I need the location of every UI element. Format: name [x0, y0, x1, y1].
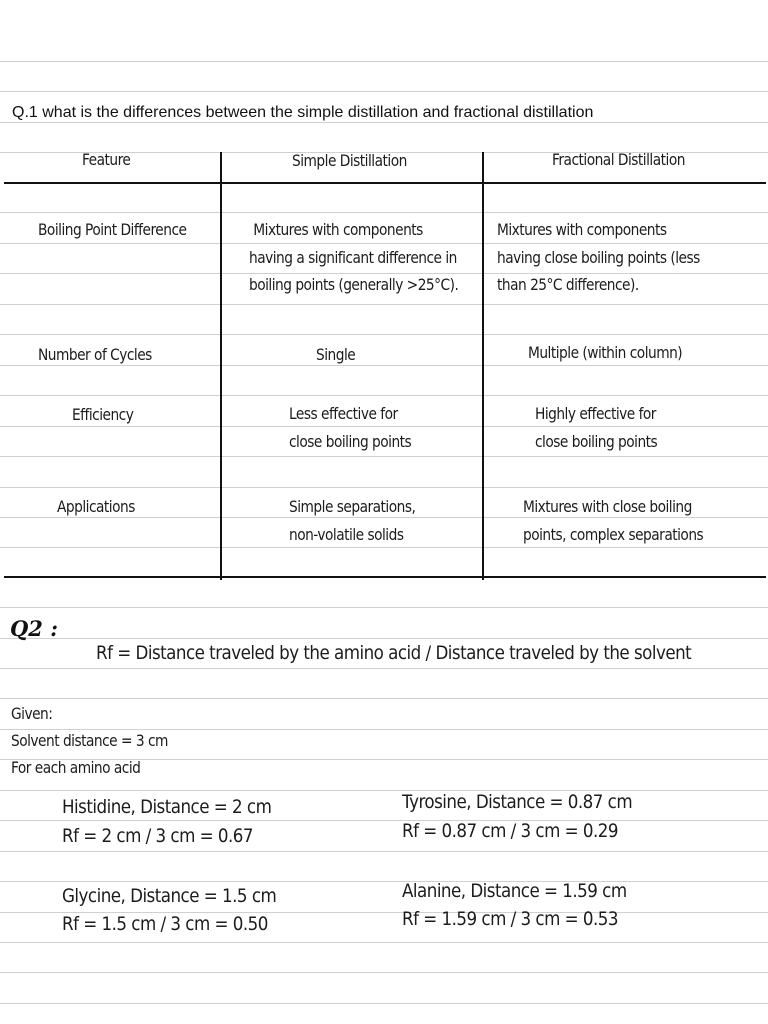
glycine-rf: Rf = 1.5 cm / 3 cm = 0.50 — [62, 913, 268, 935]
ruled-line — [0, 304, 768, 305]
cell-line: than 25°C difference). — [497, 275, 639, 294]
ruled-line — [0, 212, 768, 213]
ruled-line — [0, 334, 768, 335]
histidine-distance: Histidine, Distance = 2 cm — [62, 796, 272, 818]
ruled-line — [0, 91, 768, 92]
ruled-line — [0, 668, 768, 669]
ruled-line — [0, 395, 768, 396]
row-fractional-cell — [497, 216, 700, 299]
cell-line: Mixtures with components — [497, 220, 667, 239]
row-simple-cell — [289, 400, 411, 455]
cell-line: Less effective for — [289, 404, 398, 423]
cell-line: Simple separations, — [289, 497, 416, 516]
ruled-line — [0, 729, 768, 730]
row-fractional-cell — [523, 493, 703, 548]
cell-line: Mixtures with close boiling — [523, 497, 692, 516]
glycine-distance: Glycine, Distance = 1.5 cm — [62, 885, 277, 907]
cell-line: close boiling points — [289, 431, 412, 451]
cell-line: boiling points (generally >25°C). — [249, 275, 459, 294]
header-fractional-distillation: Fractional Distillation — [552, 150, 685, 169]
histidine-rf: Rf = 2 cm / 3 cm = 0.67 — [62, 825, 254, 847]
header-feature: Feature — [82, 150, 131, 169]
cell-line: having close boiling points (less — [497, 247, 700, 267]
row-simple-cell — [289, 493, 415, 548]
cell-line: close boiling points — [535, 431, 658, 451]
table-header-rule — [4, 182, 766, 184]
ruled-line — [0, 820, 768, 821]
row-feature: Efficiency — [72, 405, 134, 424]
header-simple-distillation: Simple Distillation — [292, 151, 407, 170]
ruled-line — [0, 790, 768, 791]
row-simple-cell — [249, 216, 458, 299]
ruled-line — [0, 851, 768, 852]
row-feature: Boiling Point Difference — [38, 220, 187, 239]
cell-line: having a significant difference in — [249, 247, 457, 267]
table-column-divider — [482, 152, 484, 580]
q2-label: Q2 : — [10, 616, 58, 641]
ruled-line — [0, 638, 768, 639]
ruled-line — [0, 698, 768, 699]
row-feature: Number of Cycles — [38, 345, 152, 364]
ruled-line — [0, 61, 768, 62]
ruled-line — [0, 122, 768, 123]
cell-line: Highly effective for — [535, 404, 656, 423]
row-feature: Applications — [57, 497, 135, 516]
q1-question: Q.1 what is the differences between the simple distillation and fractional distillation — [12, 104, 594, 121]
ruled-line — [0, 487, 768, 488]
given-note: For each amino acid — [11, 758, 141, 777]
tyrosine-rf: Rf = 0.87 cm / 3 cm = 0.29 — [402, 820, 619, 842]
cell-line: Single — [316, 345, 356, 364]
ruled-line — [0, 972, 768, 973]
tyrosine-distance: Tyrosine, Distance = 0.87 cm — [402, 791, 633, 813]
solvent-distance: Solvent distance = 3 cm — [11, 731, 168, 750]
alanine-distance: Alanine, Distance = 1.59 cm — [402, 880, 627, 902]
alanine-rf: Rf = 1.59 cm / 3 cm = 0.53 — [402, 908, 619, 930]
table-column-divider — [220, 152, 222, 580]
cell-line: Multiple (within column) — [528, 343, 683, 362]
cell-line: Mixtures with components — [253, 220, 423, 239]
ruled-line — [0, 607, 768, 608]
ruled-line — [0, 1003, 768, 1004]
ruled-line — [0, 881, 768, 882]
table-bottom-rule — [4, 576, 766, 578]
ruled-line — [0, 942, 768, 943]
given-label: Given: — [11, 704, 53, 723]
cell-line: non-volatile solids — [289, 524, 404, 544]
cell-line: points, complex separations — [523, 524, 704, 544]
ruled-line — [0, 365, 768, 366]
ruled-line — [0, 456, 768, 457]
q2-formula: Rf = Distance traveled by the amino acid / Distance traveled by the solvent — [96, 642, 692, 664]
row-fractional-cell — [535, 400, 657, 455]
